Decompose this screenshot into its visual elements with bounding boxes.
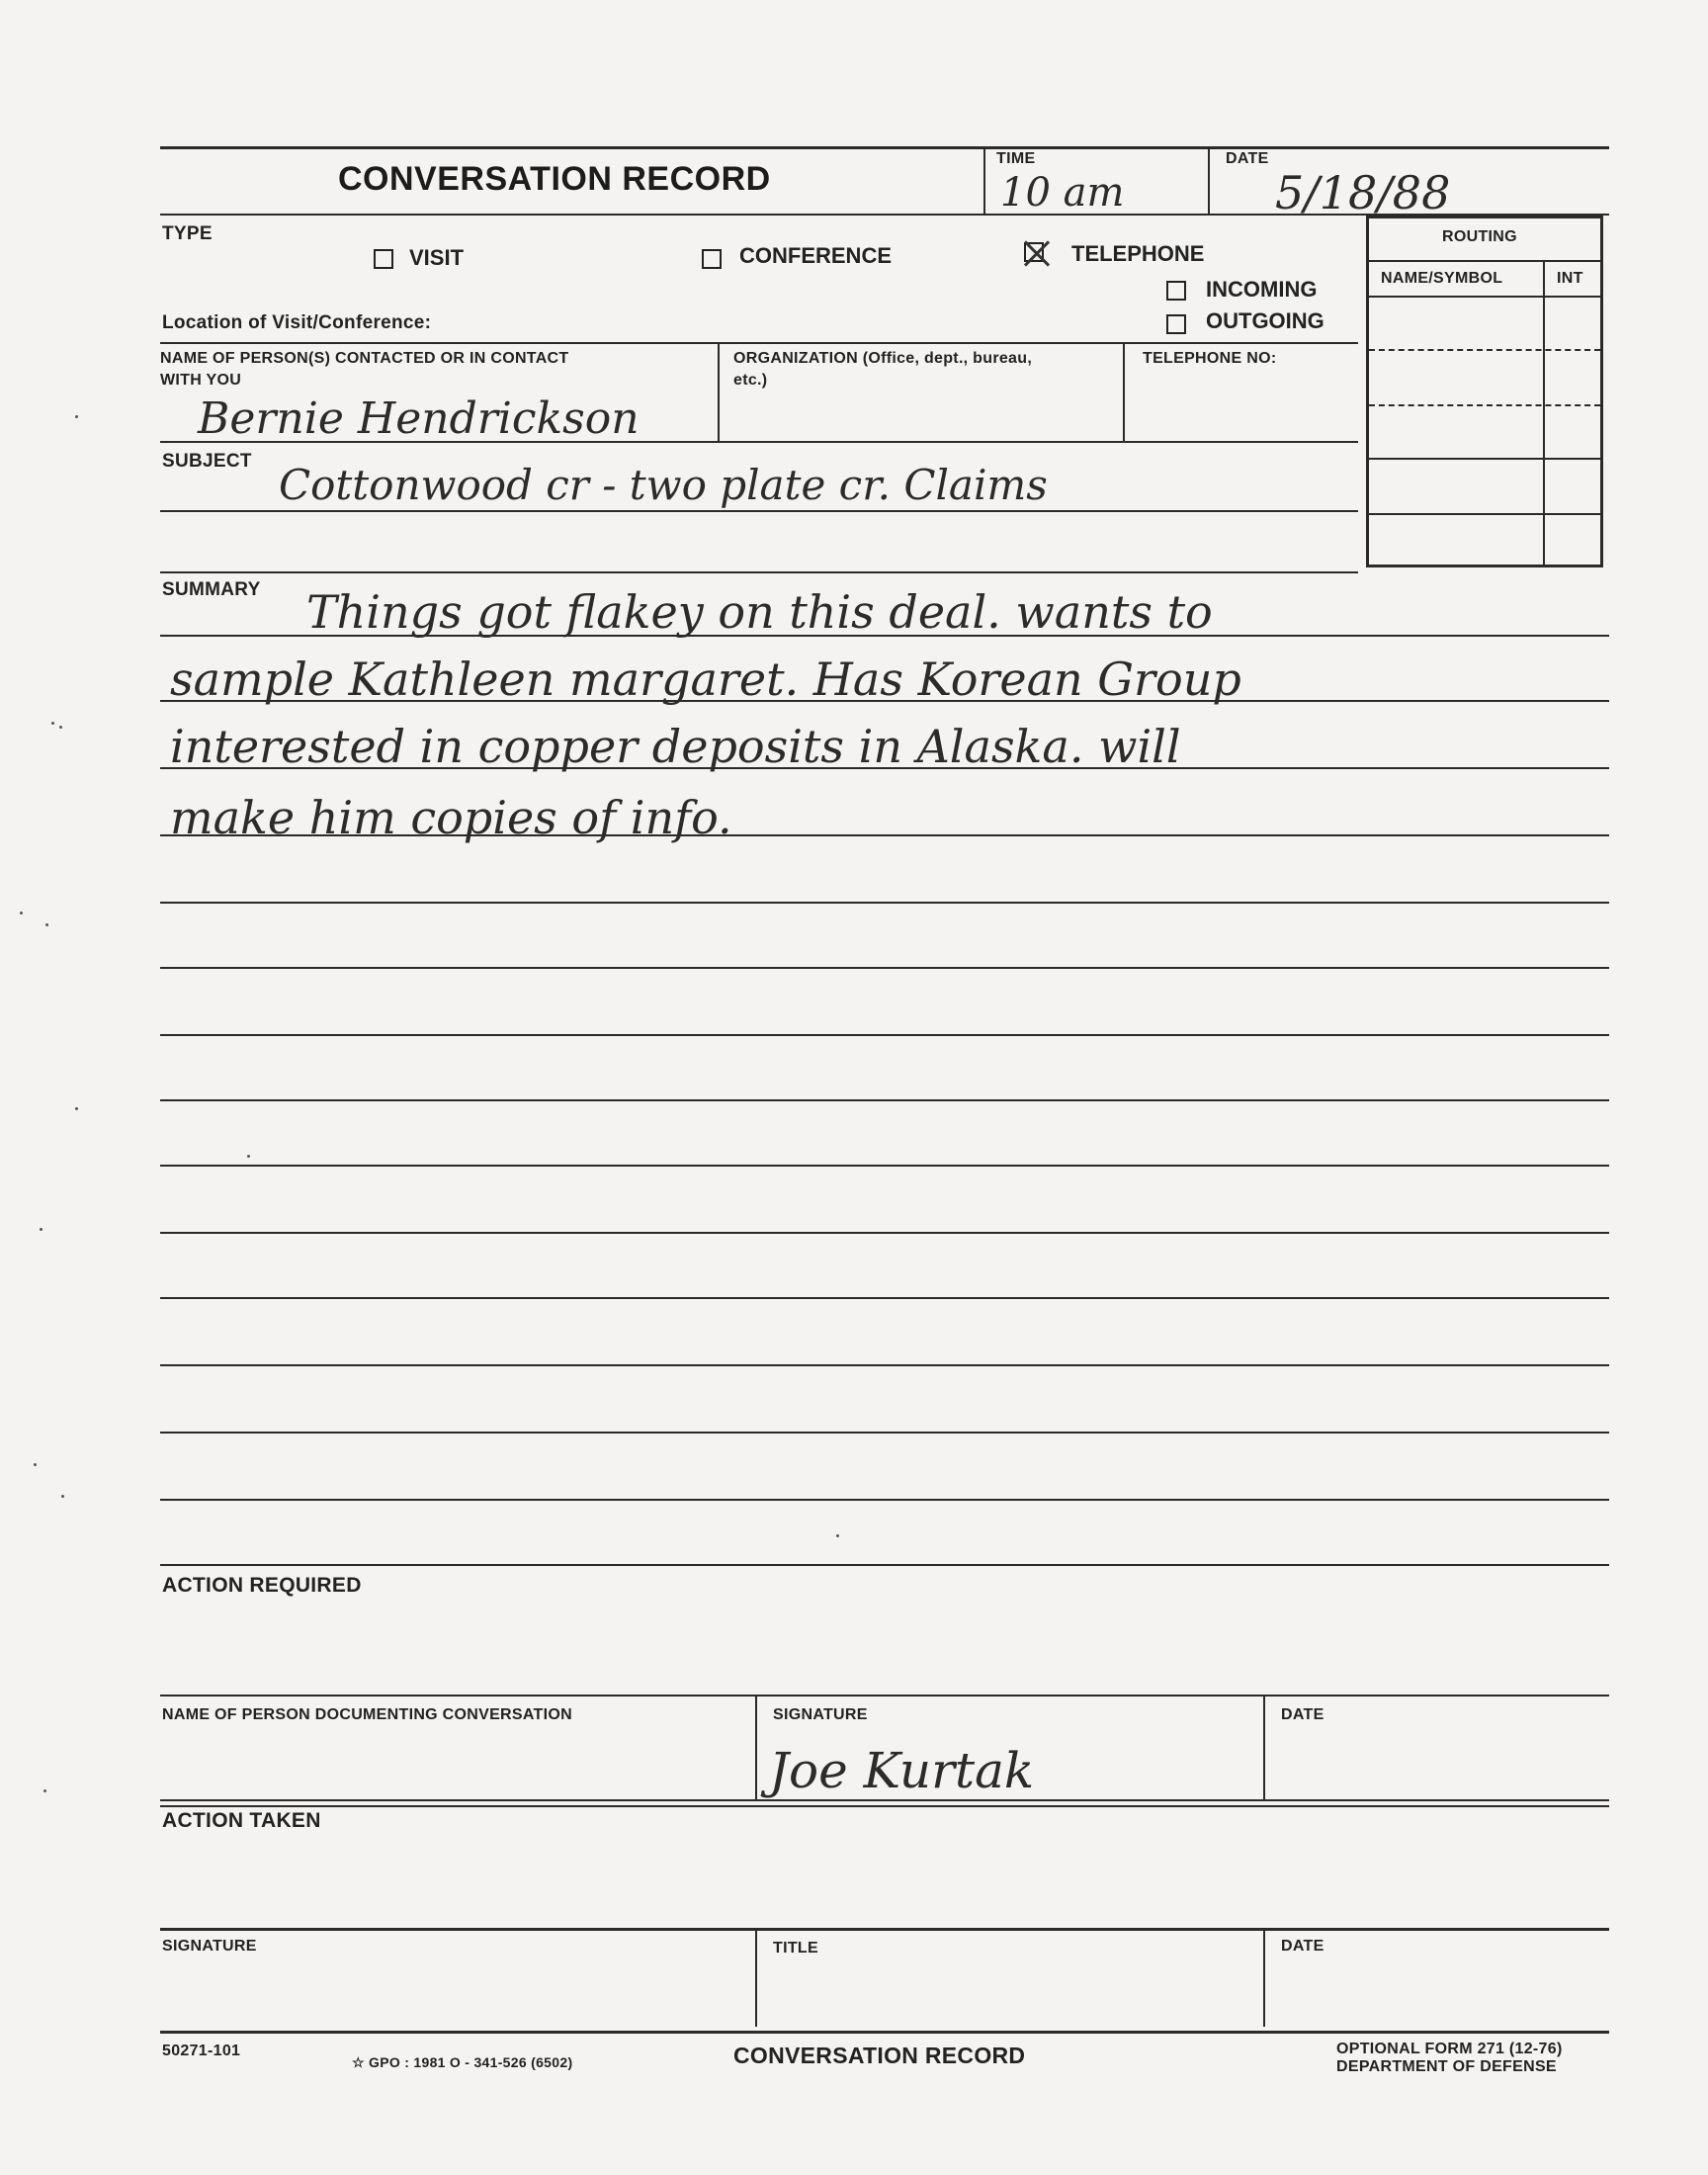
scan-speck	[75, 415, 78, 418]
routing-box	[1366, 216, 1603, 567]
signature-label: SIGNATURE	[773, 1706, 868, 1723]
visit-checkbox[interactable]	[374, 249, 393, 269]
routing-int-label: INT	[1557, 270, 1583, 287]
routing-header-rule	[1369, 260, 1600, 262]
summary-line-4: make him copies of info.	[170, 791, 732, 844]
scan-speck	[43, 1789, 46, 1792]
summary-rule	[160, 902, 1609, 904]
footer-form-line-2: DEPARTMENT OF DEFENSE	[1336, 2058, 1557, 2075]
routing-col-divider	[1543, 260, 1545, 565]
contact-label-2: WITH YOU	[160, 372, 242, 389]
date-value: 5/18/88	[1275, 166, 1451, 219]
outgoing-label: OUTGOING	[1206, 308, 1324, 333]
org-divider	[718, 342, 720, 441]
incoming-checkbox[interactable]	[1166, 281, 1186, 301]
bottom-rule	[160, 2031, 1609, 2034]
summary-rule	[160, 1364, 1609, 1366]
contact-label-1: NAME OF PERSON(S) CONTACTED OR IN CONTACT	[160, 350, 569, 367]
contact-bottom-rule	[160, 441, 1358, 443]
signature-value: Joe Kurtak	[769, 1742, 1035, 1799]
subject-rule-1	[160, 510, 1358, 512]
bottom-divider-1	[755, 1928, 757, 2027]
summary-rule	[160, 1099, 1609, 1101]
summary-rule	[160, 1034, 1609, 1036]
time-divider	[983, 146, 985, 214]
summary-rule	[160, 1564, 1609, 1566]
subject-value: Cottonwood cr - two plate cr. Claims	[279, 461, 1048, 509]
date-divider	[1208, 146, 1210, 214]
org-label-2: etc.)	[733, 372, 768, 389]
visit-label: VISIT	[409, 245, 465, 270]
summary-line-3: interested in copper deposits in Alaska. will	[170, 720, 1181, 773]
summary-rule	[160, 1232, 1609, 1234]
documenter-label: NAME OF PERSON DOCUMENTING CONVERSATION	[162, 1706, 572, 1723]
summary-rule	[160, 1432, 1609, 1434]
summary-rule	[160, 1297, 1609, 1299]
summary-rule	[160, 635, 1609, 637]
action-taken-rule	[160, 1928, 1609, 1931]
routing-row-4	[1369, 458, 1600, 460]
outgoing-checkbox[interactable]	[1166, 314, 1186, 334]
org-label-1: ORGANIZATION (Office, dept., bureau,	[733, 350, 1033, 367]
summary-rule	[160, 834, 1609, 836]
routing-row-1	[1369, 296, 1600, 298]
scan-speck	[836, 1534, 839, 1537]
phone-divider	[1123, 342, 1125, 441]
routing-label: ROUTING	[1442, 228, 1517, 245]
action-required-label: ACTION REQUIRED	[162, 1574, 362, 1597]
title-label: TITLE	[773, 1940, 818, 1957]
signature-label-2: SIGNATURE	[162, 1938, 257, 1955]
summary-rule	[160, 1499, 1609, 1501]
scan-speck	[45, 923, 48, 926]
contact-value: Bernie Hendrickson	[198, 393, 640, 444]
scan-speck	[20, 912, 23, 914]
conference-label: CONFERENCE	[739, 243, 893, 268]
time-label: TIME	[996, 150, 1036, 167]
documenter-bottom-rule-2	[160, 1805, 1609, 1807]
telephone-checkbox[interactable]	[1024, 242, 1044, 262]
scan-speck	[61, 1495, 64, 1498]
scan-speck	[59, 726, 62, 729]
form-title: CONVERSATION RECORD	[338, 160, 771, 198]
documenter-bottom-rule	[160, 1799, 1609, 1801]
incoming-label: INCOMING	[1206, 277, 1318, 302]
telephone-label: TELEPHONE	[1071, 241, 1205, 266]
routing-row-2	[1369, 349, 1600, 351]
date-label-2: DATE	[1281, 1706, 1324, 1723]
footer-title: CONVERSATION RECORD	[733, 2043, 1026, 2068]
routing-row-3	[1369, 404, 1600, 406]
summary-line-2: sample Kathleen margaret. Has Korean Group	[170, 652, 1241, 706]
scan-speck	[40, 1228, 43, 1231]
conference-checkbox[interactable]	[702, 249, 722, 269]
time-value: 10 am	[1000, 170, 1125, 216]
phone-label: TELEPHONE NO:	[1143, 350, 1277, 367]
action-taken-label: ACTION TAKEN	[162, 1809, 321, 1832]
scan-speck	[75, 1107, 78, 1110]
subject-label: SUBJECT	[162, 451, 252, 472]
action-required-rule	[160, 1695, 1609, 1696]
signature-divider	[1263, 1695, 1265, 1801]
type-label: TYPE	[162, 223, 213, 244]
date-label-3: DATE	[1281, 1938, 1324, 1955]
footer-gpo: ☆ GPO : 1981 O - 341-526 (6502)	[352, 2054, 573, 2070]
scan-speck	[247, 1155, 250, 1158]
summary-rule	[160, 767, 1609, 769]
documenter-divider	[755, 1695, 757, 1801]
summary-line-1: Things got flakey on this deal. wants to	[306, 585, 1213, 639]
contact-top-rule	[160, 342, 1358, 344]
summary-rule	[160, 967, 1609, 969]
routing-name-label: NAME/SYMBOL	[1381, 270, 1503, 287]
summary-label: SUMMARY	[162, 579, 261, 600]
footer-form-line-1: OPTIONAL FORM 271 (12-76)	[1336, 2041, 1563, 2057]
summary-rule	[160, 700, 1609, 702]
location-label: Location of Visit/Conference:	[162, 312, 432, 333]
scan-speck	[34, 1463, 37, 1466]
summary-rule	[160, 1165, 1609, 1167]
top-rule	[160, 146, 1609, 149]
footer-code: 50271-101	[162, 2043, 241, 2059]
scan-speck	[51, 722, 54, 725]
date-label: DATE	[1226, 150, 1269, 167]
bottom-divider-2	[1263, 1928, 1265, 2027]
routing-row-5	[1369, 513, 1600, 515]
subject-rule-2	[160, 571, 1358, 573]
